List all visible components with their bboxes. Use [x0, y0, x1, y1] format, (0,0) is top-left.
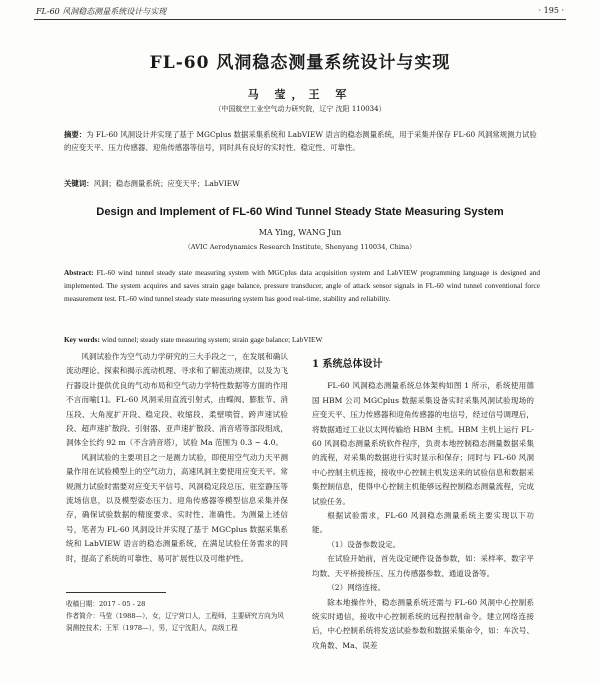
section-title: 1 系统总体设计: [312, 359, 383, 370]
body-column-left: [66, 350, 288, 566]
section-paragraph-1: FL-60 风洞稳态测量系统总体架构如图 1 所示，系统使用德国 HBM 公司 MGCplus 数据采集设备实时采集风洞试验现场的应变天平、压力传感器和迎角传感器的电信号，经过信号调理后，将数据通过工业以太网传输给 HBM 主机。HBM 主机上运行 FL-60 风洞稳态测量系统软件程序，负责本地控制稳态测量数据采集的流程，对采集的数据进行实时显示和保存；同时与 FL-60 风洞中心控制主机连接，接收中心控制主机发送来的试验信息和数据采集控制信息，使得中心控制主机能够远程控制稳态测量流程，完成试验任务。: [312, 381, 534, 506]
abstract-cn-label: 摘要：: [64, 130, 87, 139]
affiliation-en: （AVIC Aerodynamics Research Institute, Shenyang 110034, China）: [184, 243, 416, 251]
running-header: [36, 4, 564, 18]
keywords-cn-label: 关键词：: [64, 179, 94, 188]
intro-paragraph-2: 风洞试验的主要项目之一是测力试验，即使用空气动力天平测量作用在试验模型上的空气动力，高速风洞主要使用应变天平。常规测力试验时需要对应变天平信号、风洞稳定段总压、驻室静压等流场信息，以及模型姿态压力、迎角传感器等模型信息采集并保存，确保试验数据的精度要求、实时性、准确性。为测量上述信号，笔者为 FL-60 风洞设计并实现了基于 MGCplus 数据采集系统和 LabVIEW 语言的稳态测量系统，在满足试验任务需求的同时，提高了系统的可靠性、易可扩展性以及可维护性。: [66, 452, 288, 563]
authors-cn: 马 莹，王 军: [247, 88, 353, 101]
abstract-cn-text: 为 FL-60 风洞设计并实现了基于 MGCplus 数据采集系统和 LabVIEW 语言的稳态测量系统，用于采集并保存 FL-60 风洞常规测力试验的应变天平、压力传感器、迎角传感器等信号，同时具有良好的实时性、稳定性、可靠性。: [64, 130, 537, 152]
keywords-cn: [64, 177, 540, 190]
abstract-en-label: Abstract:: [64, 268, 94, 277]
paper-title-cn: FL-60 风洞稳态测量系统设计与实现: [149, 53, 451, 73]
authors-en: MA Ying, WANG Jun: [258, 228, 342, 237]
keywords-en: [64, 333, 540, 346]
section-paragraph-3: 在试验开始前，首先设定硬件设备参数，如：采样率、数字平均数、天平桥接桥压、压力传感器参数、通道设备等。: [312, 554, 534, 578]
keywords-cn-text: 风洞；稳态测量系统；应变天平；LabVIEW: [93, 179, 240, 188]
section-paragraph-4: 除本地操作外，稳态测量系统还需与 FL-60 风洞中心控制系统实时通信，接收中心控制系统的远程控制命令。建立网络连接后，中心控制系统将发送试验参数和数据采集命令，如：车次号、攻角数、Ma、误差: [312, 597, 534, 650]
footnote: [66, 598, 288, 634]
abstract-cn: [64, 128, 540, 154]
header-divider: [34, 19, 566, 20]
affiliation-cn: （中国航空工业空气动力研究院，辽宁 沈阳 110034）: [214, 105, 386, 113]
list-item-2: （2）网络连接。: [327, 583, 386, 593]
keywords-en-label: Key words:: [64, 335, 100, 344]
abstract-en: [64, 266, 540, 306]
footnote-author-info: 作者简介：马莹（1988—），女，辽宁营口人，工程师，主要研究方向为风洞测控技术；王军（1978—），男，辽宁沈阳人，高级工程: [66, 612, 284, 632]
footnote-divider: [66, 592, 166, 593]
body-column-right: [312, 350, 534, 653]
page-number: · 195 ·: [538, 6, 564, 15]
intro-paragraph-1: 风洞试验作为空气动力学研究的三大手段之一，在发展和确认流动理论、探索和揭示流动机理、寻求和了解流动规律，以及为飞行器设计提供优良的气动布局和空气动力学特性数据等方面的作用不言而喻[1]。FL-60 风洞采用直流引射式，由蝶阀、膨胀节、消压段、大角度扩开段、稳定段、收缩段、柔壁喷管、跨声速试验段、超声速扩散段、引射器、亚声速扩散段、消音塔等部段组成，洞体全长约 92 m（不含消音塔），试验 Ma 范围为 0.3 ~ 4.0。: [66, 352, 288, 448]
abstract-en-text: FL-60 wind tunnel steady state measuring system with MGCplus data acquisition system and LabVIEW programming language is designed and implemented. The system acquires and saves strain gage balance, pressure transducer, angle of attack sensor signals in FL-60 wind tunnel conventional force measurement test. FL-60 wind tunnel steady state measuring system has good real-time, stability and reliability.: [64, 268, 541, 304]
keywords-en-text: wind tunnel; steady state measuring system; strain gage balance; LabVIEW: [101, 335, 323, 344]
list-item-1: （1）设备参数设定。: [327, 539, 401, 549]
running-title: FL-60 风洞稳态测量系统设计与实现: [36, 7, 167, 16]
section-paragraph-2: 根据试验需求，FL-60 风洞稳态测量系统主要实现以下功能。: [312, 511, 534, 535]
footnote-received: 收稿日期：2017 - 05 - 28: [66, 600, 146, 608]
paper-title-en: Design and Implement of FL-60 Wind Tunnel Steady State Measuring System: [96, 206, 504, 218]
